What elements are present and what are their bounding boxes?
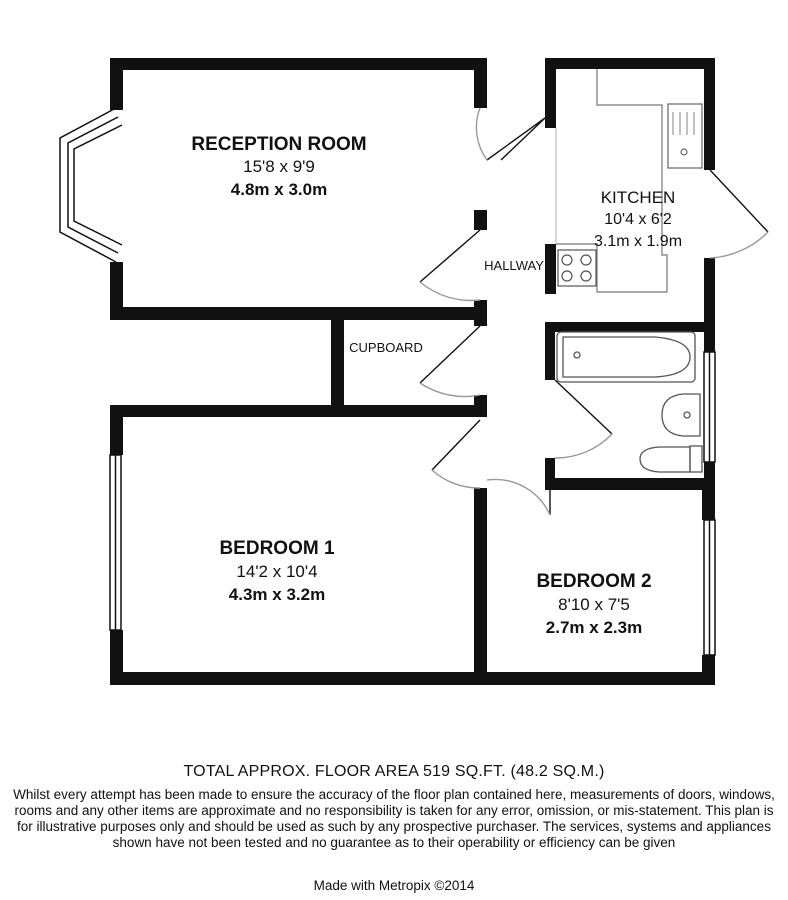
kitchen-worktop	[556, 69, 667, 292]
wall-kitchen-left-upper	[545, 58, 556, 128]
kitchen-metric: 3.1m x 1.9m	[593, 233, 683, 250]
credit-text: Made with Metropix ©2014	[313, 878, 475, 893]
wall-bath-right-upper	[704, 322, 715, 352]
disclaimer-text: Whilst every attempt has been made to ensure the accuracy of the floor plan contained here, measurements of doors, windows, rooms and any other items are approximate and no responsibility is taken for any error, omission, or mis-statement. This plan is for illustrative purposes only and should be used as such by any prospective purchaser. The services, systems and appliances shown have not been tested and no guarantee as to their operability or efficiency can be given	[13, 787, 775, 850]
bedroom2-imperial: 8'10 x 7'5	[558, 595, 630, 614]
wall-kitchen-top	[545, 58, 715, 69]
bedroom1-name: BEDROOM 1	[219, 538, 335, 559]
wall-reception-top	[110, 58, 487, 70]
wall-bedroom1-bottom	[110, 672, 487, 685]
bedroom1-metric: 4.3m x 3.2m	[228, 585, 326, 604]
wall-bedroom1-left-upper	[110, 405, 123, 455]
reception-metric: 4.8m x 3.0m	[230, 180, 328, 199]
wall-bedroom2-top	[548, 478, 715, 490]
cupboard-name: CUPBOARD	[349, 340, 423, 355]
wall-bath-left-upper	[545, 322, 555, 380]
toilet-cistern	[690, 446, 702, 472]
room-labels	[191, 134, 682, 637]
wall-kitchen-bottom	[545, 322, 715, 332]
wall-reception-left-upper	[110, 58, 123, 110]
wall-cupboard-left	[331, 307, 344, 417]
wall-kitchen-left-lower	[545, 244, 556, 294]
washbasin	[662, 394, 700, 436]
wall-hall-stub	[474, 300, 487, 326]
wall-reception-right-upper	[474, 58, 487, 108]
bay-window	[60, 108, 122, 262]
bedroom2-metric: 2.7m x 2.3m	[545, 618, 643, 637]
total-floor-area: TOTAL APPROX. FLOOR AREA 519 SQ.FT. (48.2 SQ.M.)	[183, 763, 605, 780]
reception-name: RECEPTION ROOM	[191, 134, 367, 155]
wall-reception-right-lower	[474, 210, 487, 230]
wall-kitchen-right	[704, 58, 715, 170]
bedroom1-imperial: 14'2 x 10'4	[236, 562, 318, 581]
kitchen-imperial: 10'4 x 6'2	[604, 211, 672, 228]
wall-reception-bottom	[110, 307, 487, 320]
wall-bedroom1-right	[474, 488, 487, 685]
bedroom2-name: BEDROOM 2	[536, 571, 652, 592]
wall-bath-right-lower	[704, 462, 715, 490]
kitchen-fixtures	[556, 69, 702, 292]
hallway-name: HALLWAY	[484, 258, 544, 273]
wall-bedroom1-top	[110, 405, 487, 417]
reception-imperial: 15'8 x 9'9	[243, 157, 315, 176]
wall-bedroom2-right-lower	[702, 655, 715, 685]
kitchen-name: KITCHEN	[600, 188, 676, 207]
wall-bedroom2-bottom	[474, 672, 715, 685]
hob	[558, 250, 596, 286]
toilet-bowl	[640, 447, 690, 472]
